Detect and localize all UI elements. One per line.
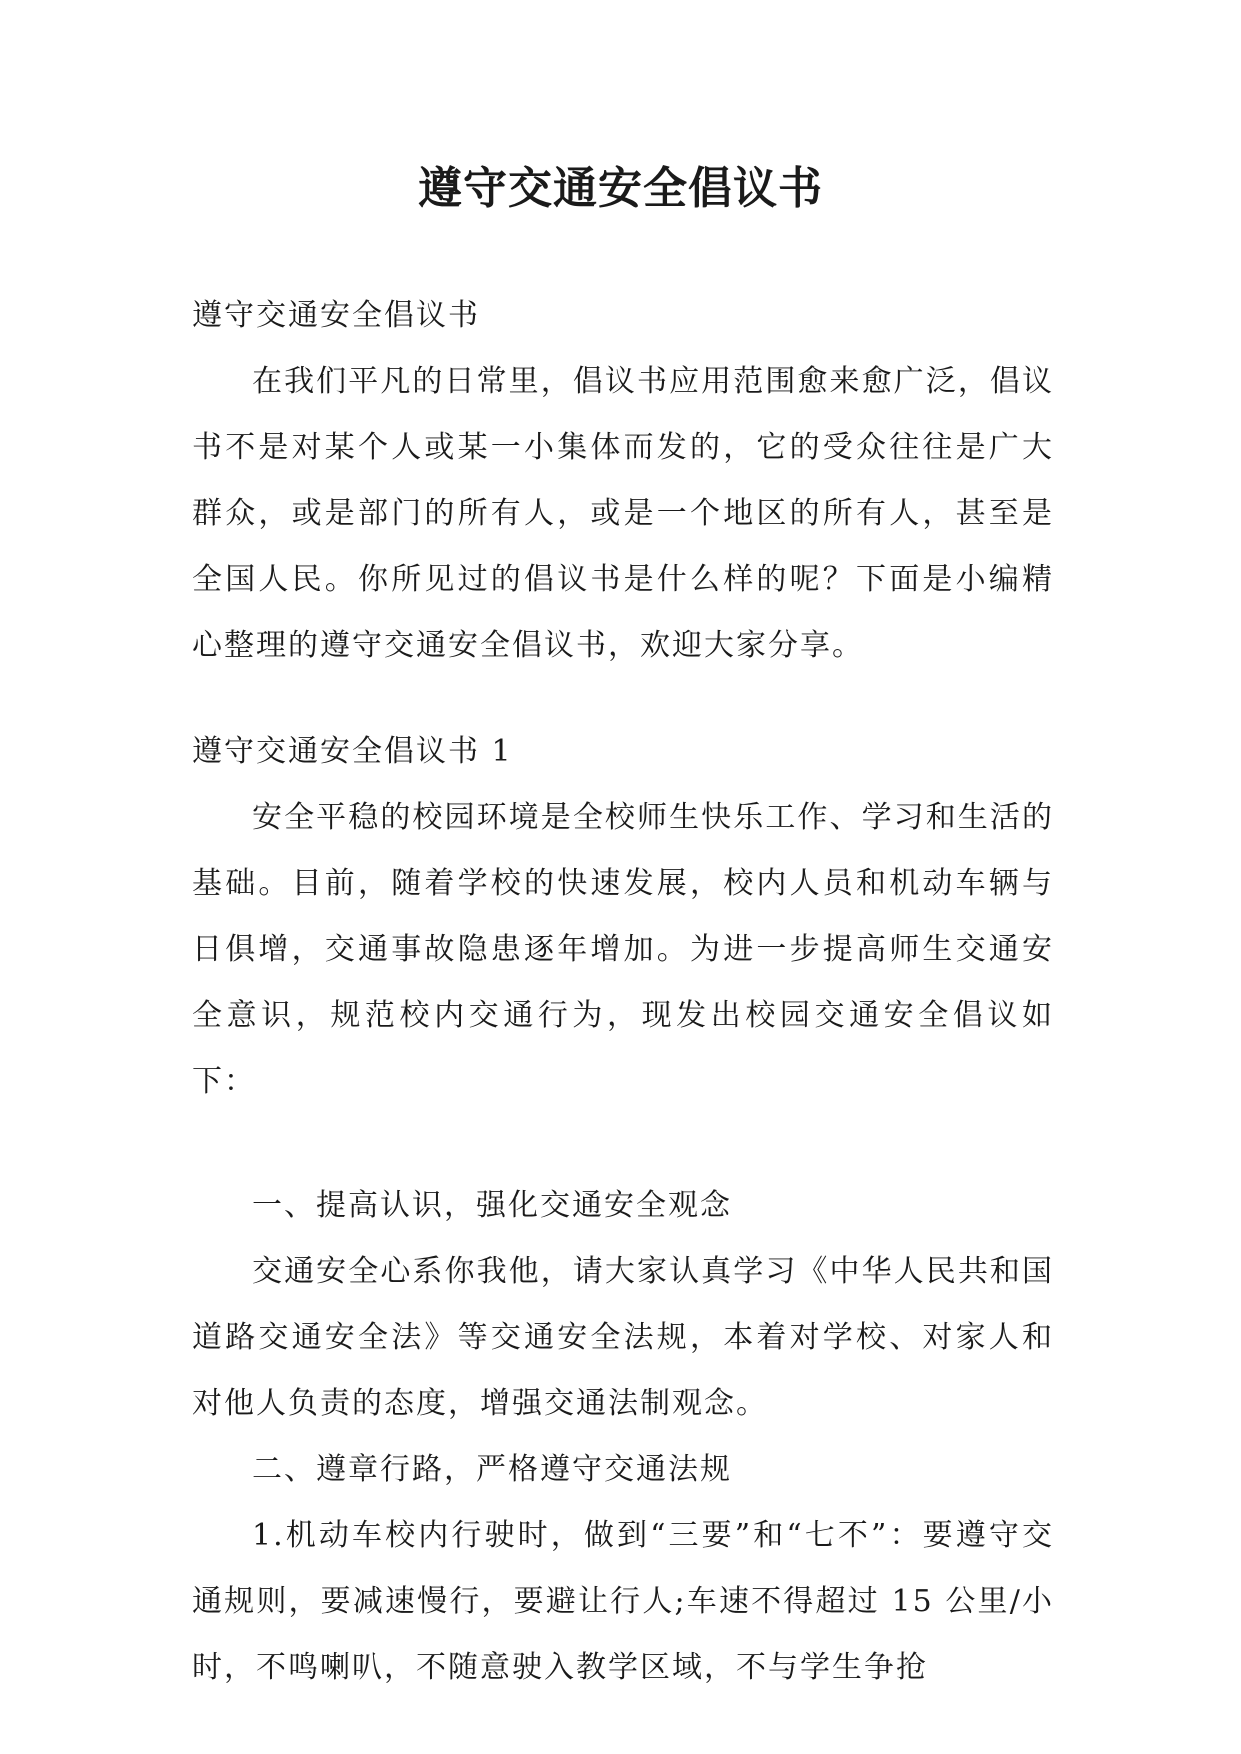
document-body <box>192 283 1054 1701</box>
point1-paragraph: 交通安全心系你我他，请大家认真学习《中华人民共和国道路交通安全法》等交通安全法规，本着对学校、对家人和对他人负责的态度，增强交通法制观念。 <box>192 1254 1054 1421</box>
point1-heading: 一、提高认识，强化交通安全观念 <box>252 1188 732 1223</box>
document-title: 遵守交通安全倡议书 <box>418 163 823 214</box>
intro-paragraph: 在我们平凡的日常里，倡议书应用范围愈来愈广泛，倡议书不是对某个人或某一小集体而发的，它的受众往往是广大群众，或是部门的所有人，或是一个地区的所有人，甚至是全国人民。你所见过的倡议书是什么样的呢？下面是小编精心整理的遵守交通安全倡议书，欢迎大家分享。 <box>192 364 1054 663</box>
section1-heading: 遵守交通安全倡议书 1 <box>192 734 513 769</box>
subheading: 遵守交通安全倡议书 <box>192 298 480 333</box>
point2-heading: 二、遵章行路，严格遵守交通法规 <box>252 1452 732 1487</box>
point2-item1: 1.机动车校内行驶时，做到“三要”和“七不”：要遵守交通规则，要减速慢行，要避让行人;车速不得超过 15 公里/小时，不鸣喇叭，不随意驶入教学区域，不与学生争抢 <box>192 1518 1054 1685</box>
section1-paragraph: 安全平稳的校园环境是全校师生快乐工作、学习和生活的基础。目前，随着学校的快速发展，校内人员和机动车辆与日俱增，交通事故隐患逐年增加。为进一步提高师生交通安全意识，规范校内交通行为，现发出校园交通安全倡议如下： <box>192 800 1054 1099</box>
